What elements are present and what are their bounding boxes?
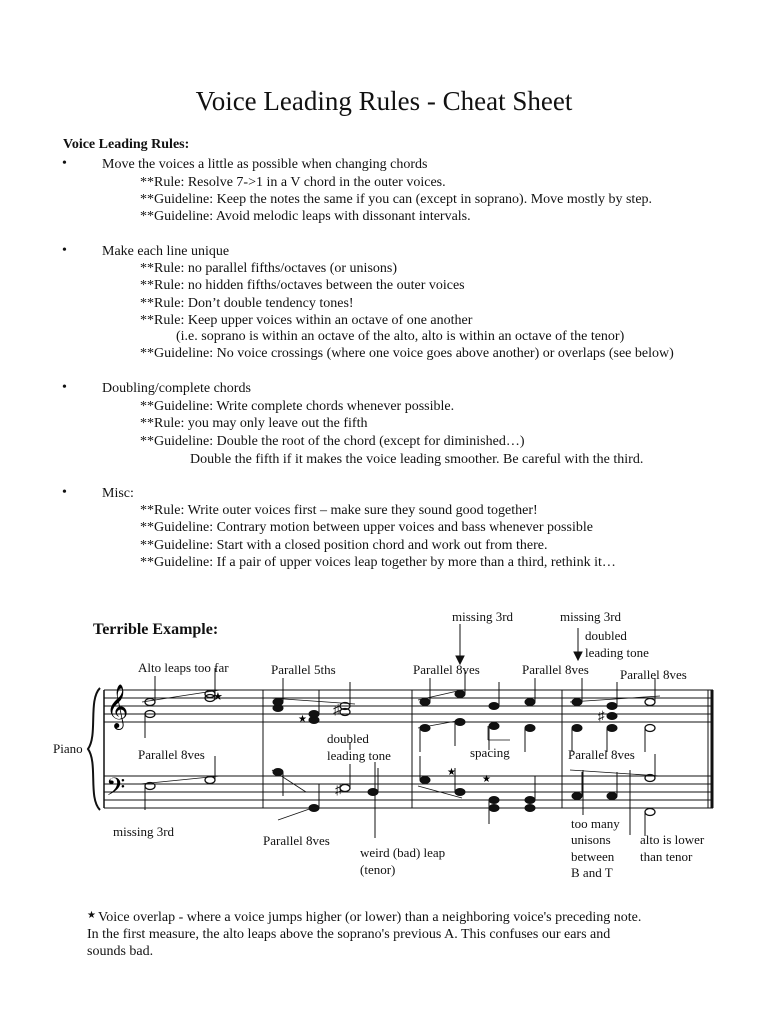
instrument-label: Piano — [53, 741, 83, 756]
annotation: alto is lower — [640, 832, 705, 847]
annotation: too many — [571, 816, 620, 831]
overlap-star-icon: ★ — [213, 690, 223, 703]
annotation: Parallel 8ves — [413, 662, 480, 677]
annotation: spacing — [470, 745, 510, 760]
annotation: missing 3rd — [113, 824, 175, 839]
overlap-star-icon: ★ — [482, 774, 491, 785]
bass-staff — [104, 776, 713, 808]
star-icon: ★ — [87, 910, 96, 921]
rule-item: Doubling/complete chords — [102, 381, 251, 396]
annotation: Parallel 8ves — [620, 667, 687, 682]
annotation: (tenor) — [360, 862, 396, 877]
footnote-line: Voice overlap - where a voice jumps higher (or lower) than a neighboring voice's preceding note. — [97, 910, 642, 925]
bullet: • — [62, 243, 67, 258]
annotation: Parallel 8ves — [522, 662, 589, 677]
annotation: between — [571, 849, 615, 864]
annotation: leading tone — [585, 645, 649, 660]
annotation: Parallel 8ves — [263, 833, 330, 848]
rule-sub: **Rule: no parallel fifths/octaves (or unisons) — [140, 261, 397, 276]
bullet: • — [62, 156, 67, 171]
bass-clef-icon: 𝄢 — [106, 773, 126, 808]
rule-sub: **Guideline: If a pair of upper voices leap together by more than a third, rethink it… — [140, 555, 616, 570]
footnote-line: In the first measure, the alto leaps above the soprano's previous A. This confuses our ears and — [87, 927, 611, 942]
annotation: missing 3rd — [560, 609, 622, 624]
rule-sub: **Rule: Keep upper voices within an octave of one another — [140, 313, 473, 328]
rule-sub: (i.e. soprano is within an octave of the alto, alto is within an octave of the tenor) — [176, 329, 625, 344]
rule-sub: **Guideline: Double the root of the chord (except for diminished…) — [140, 434, 525, 449]
rule-sub: Double the fifth if it makes the voice leading smoother. Be careful with the third. — [190, 452, 644, 467]
annotation: doubled — [585, 628, 627, 643]
rule-sub: **Rule: Resolve 7->1 in a V chord in the outer voices. — [140, 175, 446, 190]
rule-sub: **Guideline: Keep the notes the same if you can (except in soprano). Move mostly by step. — [140, 192, 653, 207]
arrow-head-icon — [574, 652, 582, 660]
measure-1 — [140, 668, 220, 810]
annotation: weird (bad) leap — [360, 845, 446, 860]
rules-heading: Voice Leading Rules: — [63, 137, 190, 152]
annotation: leading tone — [327, 748, 391, 763]
rule-sub: **Guideline: Avoid melodic leaps with dissonant intervals. — [140, 209, 471, 224]
rule-sub: **Rule: no hidden fifths/octaves between the outer voices — [140, 278, 465, 293]
overlap-star-icon: ★ — [298, 714, 307, 725]
footnote — [87, 907, 747, 960]
annotation: Alto leaps too far — [138, 660, 229, 675]
annotation: doubled — [327, 731, 369, 746]
annotation: missing 3rd — [452, 609, 514, 624]
rule-sub: **Rule: Write outer voices first – make sure they sound good together! — [140, 503, 538, 518]
svg-text:♯: ♯ — [335, 783, 342, 798]
svg-text:♯: ♯ — [333, 703, 340, 718]
rule-sub: **Rule: you may only leave out the fifth — [140, 416, 368, 431]
annotation: Parallel 8ves — [138, 747, 205, 762]
treble-clef-icon: 𝄞 — [106, 684, 129, 728]
rule-sub: **Guideline: Start with a closed position chord and work out from there. — [140, 538, 548, 553]
rule-item: Misc: — [102, 486, 134, 501]
annotation: than tenor — [640, 849, 693, 864]
treble-staff — [104, 690, 713, 722]
rule-sub: **Guideline: No voice crossings (where one voice goes above another) or overlaps (see below) — [140, 346, 674, 361]
footnote-line: sounds bad. — [87, 944, 154, 959]
page-title: Voice Leading Rules - Cheat Sheet — [195, 86, 573, 116]
rule-sub: **Guideline: Write complete chords whenever possible. — [140, 399, 455, 414]
rule-sub: **Rule: Don’t double tendency tones! — [140, 296, 354, 311]
example-title: Terrible Example: — [93, 621, 219, 638]
annotation: Parallel 8ves — [568, 747, 635, 762]
rule-item: Move the voices a little as possible when changing chords — [102, 157, 428, 172]
bullet: • — [62, 485, 67, 500]
annotation: Parallel 5ths — [271, 662, 336, 677]
rule-item: Make each line unique — [102, 244, 230, 259]
rule-sub: **Guideline: Contrary motion between upper voices and bass whenever possible — [140, 520, 593, 535]
annotation: unisons — [571, 832, 611, 847]
svg-text:♯: ♯ — [598, 708, 605, 723]
brace — [88, 688, 100, 810]
bullet: • — [62, 380, 67, 395]
overlap-star-icon: ★ — [447, 767, 456, 778]
annotation: B and T — [571, 865, 613, 880]
